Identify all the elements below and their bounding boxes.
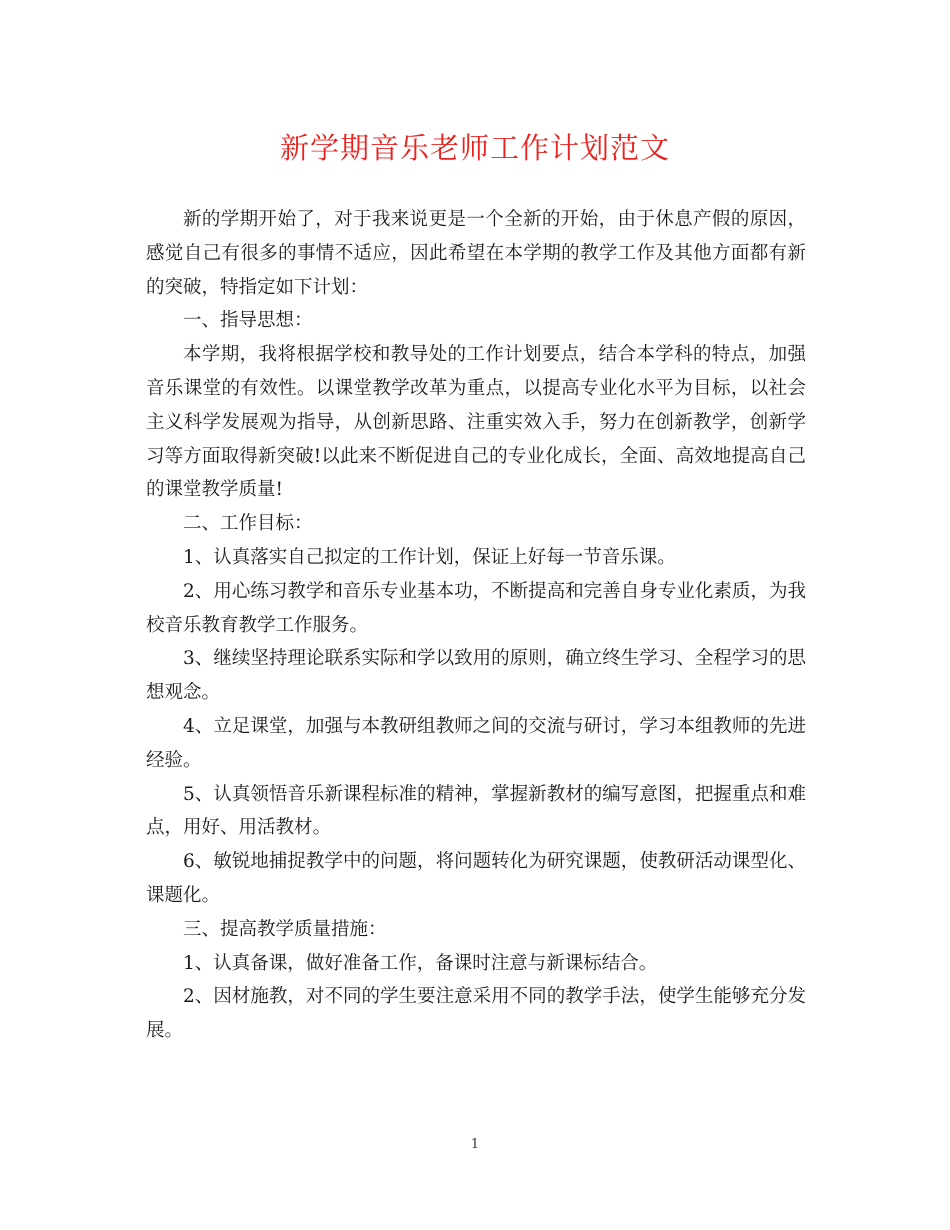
list-item-goal-5: 5、认真领悟音乐新课程标准的精神，掌握新教材的编写意图，把握重点和难点，用好、用活教材。 bbox=[146, 783, 806, 839]
list-item-goal-3: 3、继续坚持理论联系实际和学以致用的原则，确立终生学习、全程学习的思想观念。 bbox=[146, 648, 806, 704]
list-item-goal-1: 1、认真落实自己拟定的工作计划，保证上好每一节音乐课。 bbox=[183, 546, 676, 568]
paragraph-guiding-ideology: 本学期，我将根据学校和教导处的工作计划要点，结合本学科的特点，加强音乐课堂的有效性。以课堂教学改革为重点，以提高专业化水平为目标，以社会主义科学发展观为指导，从创新思路、注重实效入手，努力在创新教学，创新学习等方面取得新突破!以此来不断促进自己的专业化成长，全面、高效地提高自己的课堂教学质量! bbox=[146, 344, 806, 501]
list-item-goal-6: 6、敏锐地捕捉教学中的问题，将问题转化为研究课题，使教研活动课型化、课题化。 bbox=[146, 851, 806, 906]
section-heading-work-goals: 二、工作目标： bbox=[183, 513, 313, 535]
list-item-goal-4: 4、立足课堂，加强与本教研组教师之间的交流与研讨，学习本组教师的先进经验。 bbox=[146, 715, 806, 771]
list-item-goal-2: 2、用心练习教学和音乐专业基本功，不断提高和完善自身专业化素质，为我校音乐教育教学工作服务。 bbox=[146, 580, 806, 636]
paragraph-intro: 新的学期开始了，对于我来说更是一个全新的开始，由于休息产假的原因，感觉自己有很多的事情不适应，因此希望在本学期的教学工作及其他方面都有新的突破，特指定如下计划： bbox=[146, 209, 806, 298]
document-body bbox=[146, 203, 806, 1048]
document-title: 新学期音乐老师工作计划范文 bbox=[279, 131, 670, 165]
section-heading-guiding-ideology: 一、指导思想： bbox=[183, 310, 313, 332]
page-number: 1 bbox=[470, 1137, 480, 1152]
section-heading-quality-measures: 三、提高教学质量措施： bbox=[183, 918, 387, 940]
list-item-measure-1: 1、认真备课，做好准备工作，备课时注意与新课标结合。 bbox=[183, 952, 658, 974]
list-item-measure-2: 2、因材施教，对不同的学生要注意采用不同的教学手法，使学生能够充分发展。 bbox=[146, 986, 806, 1042]
